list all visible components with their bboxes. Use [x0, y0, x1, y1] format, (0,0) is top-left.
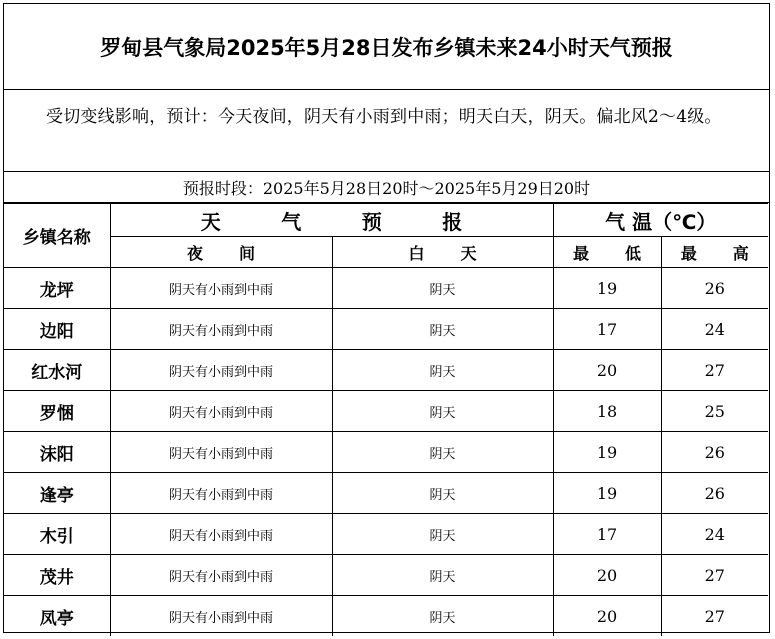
night-weather-cell: 阴天有小雨到中雨 [110, 391, 332, 432]
town-cell: 沫阳 [4, 432, 110, 473]
forecast-header [110, 204, 553, 237]
night-weather-cell: 阴天有小雨到中雨 [110, 473, 332, 514]
night-weather-cell: 阴天有小雨到中雨 [110, 555, 332, 596]
night-header-char: 间 [239, 243, 256, 263]
forecast-document [3, 3, 770, 633]
low-temp-cell: 17 [553, 309, 661, 350]
town-cell: 逢亭 [4, 473, 110, 514]
day-weather-cell: 阴天 [332, 268, 553, 309]
low-temp-cell: 20 [553, 555, 661, 596]
forecast-header-char: 气 [281, 209, 302, 234]
day-weather-cell: 阴天 [332, 596, 553, 637]
town-name-header: 乡镇名称 [4, 204, 110, 268]
low-temp-cell: 19 [553, 268, 661, 309]
night-header [110, 237, 332, 268]
low-header-char: 最 [572, 243, 589, 263]
high-temp-cell: 24 [661, 514, 768, 555]
night-weather-cell: 阴天有小雨到中雨 [110, 596, 332, 637]
day-header-char: 白 [408, 243, 425, 263]
high-temp-cell: 26 [661, 432, 768, 473]
forecast-summary: 受切变线影响，预计：今天夜间，阴天有小雨到中雨；明天白天，阴天。偏北风2～4级。 [4, 90, 769, 172]
day-weather-cell: 阴天 [332, 514, 553, 555]
day-weather-cell: 阴天 [332, 473, 553, 514]
low-temp-cell: 18 [553, 391, 661, 432]
night-header-char: 夜 [186, 243, 203, 263]
high-temp-header [661, 237, 768, 268]
high-temp-cell: 27 [661, 555, 768, 596]
table-row [4, 350, 768, 391]
high-temp-cell: 25 [661, 391, 768, 432]
town-cell: 木引 [4, 514, 110, 555]
high-temp-cell: 26 [661, 473, 768, 514]
high-temp-cell: 27 [661, 596, 768, 637]
night-weather-cell: 阴天有小雨到中雨 [110, 350, 332, 391]
day-weather-cell: 阴天 [332, 391, 553, 432]
forecast-table [4, 203, 768, 636]
table-row [4, 268, 768, 309]
high-temp-cell: 26 [661, 268, 768, 309]
low-temp-cell: 19 [553, 432, 661, 473]
town-cell: 罗悃 [4, 391, 110, 432]
table-row [4, 514, 768, 555]
high-temp-cell: 24 [661, 309, 768, 350]
low-temp-cell: 20 [553, 350, 661, 391]
town-cell: 边阳 [4, 309, 110, 350]
day-weather-cell: 阴天 [332, 432, 553, 473]
night-weather-cell: 阴天有小雨到中雨 [110, 432, 332, 473]
night-weather-cell: 阴天有小雨到中雨 [110, 268, 332, 309]
town-cell: 凤亭 [4, 596, 110, 637]
town-cell: 红水河 [4, 350, 110, 391]
table-row [4, 596, 768, 637]
table-row [4, 391, 768, 432]
day-weather-cell: 阴天 [332, 350, 553, 391]
low-temp-cell: 20 [553, 596, 661, 637]
low-header-char: 低 [625, 243, 642, 263]
table-row [4, 432, 768, 473]
low-temp-cell: 17 [553, 514, 661, 555]
high-header-char: 高 [732, 243, 749, 263]
day-header [332, 237, 553, 268]
forecast-header-char: 天 [200, 209, 221, 234]
low-temp-cell: 19 [553, 473, 661, 514]
forecast-header-char: 报 [442, 209, 463, 234]
town-cell: 龙坪 [4, 268, 110, 309]
forecast-header-char: 预 [361, 209, 382, 234]
night-weather-cell: 阴天有小雨到中雨 [110, 309, 332, 350]
table-row [4, 309, 768, 350]
table-row [4, 473, 768, 514]
table-row [4, 555, 768, 596]
town-cell: 茂井 [4, 555, 110, 596]
forecast-period: 预报时段：2025年5月28日20时～2025年5月29日20时 [4, 172, 769, 203]
high-header-char: 最 [680, 243, 697, 263]
page-title: 罗甸县气象局2025年5月28日发布乡镇未来24小时天气预报 [4, 4, 769, 90]
night-weather-cell: 阴天有小雨到中雨 [110, 514, 332, 555]
day-header-char: 天 [460, 243, 477, 263]
day-weather-cell: 阴天 [332, 309, 553, 350]
low-temp-header [553, 237, 661, 268]
day-weather-cell: 阴天 [332, 555, 553, 596]
high-temp-cell: 27 [661, 350, 768, 391]
temperature-header: 气 温（℃） [553, 204, 768, 237]
